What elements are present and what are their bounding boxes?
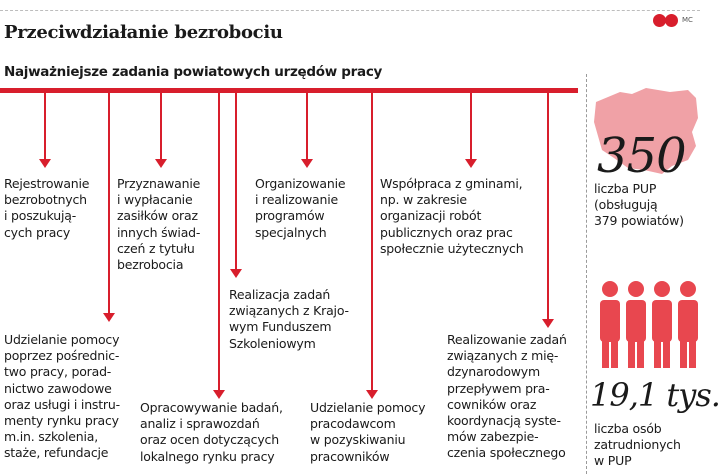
arrow-line-3 [160,93,162,159]
task-municipal-cooperation: Współpraca z gminami, np. w zakresie organizacji robót publicznych oraz prac społecznie użytecznych [380,176,524,256]
diagram-subtitle: Najważniejsze zadania powiatowych urzędów pracy [4,64,383,80]
arrow-head-5 [230,269,242,278]
arrow-head-2 [103,313,115,322]
task-research: Opracowywanie badań, analiz i sprawozdań oraz ocen dotyczących lokalnego rynku pracy [140,400,283,464]
arrow-line-5 [235,93,237,269]
task-registration: Rejestrowanie bezrobotnych i poszukują- cych pracy [4,176,90,240]
arrow-head-8 [465,159,477,168]
page-title: Przeciwdziałanie bezrobociu [4,22,283,43]
arrow-line-8 [470,93,472,159]
staff-count: 19,1 tys. [590,376,720,414]
task-special-programs: Organizowanie i realizowanie programów specjalnych [255,176,346,240]
staff-count-label: liczba osób zatrudnionych w PUP [594,421,681,469]
logo-text: MC [682,16,693,24]
sidebar-divider [586,74,587,474]
arrow-line-6 [306,93,308,159]
task-international-flow: Realizowanie zadań związanych z mię- dzynarodowym przepływem pra- cowników oraz koordynacją syste- mów zabezpie- czenia społecznego [447,332,567,461]
publisher-logo [653,14,693,28]
logo-mark-right [665,14,678,27]
top-divider [0,10,700,11]
people-group-icon [592,280,700,370]
arrow-head-6 [301,159,313,168]
arrow-head-1 [39,159,51,168]
task-employer-help: Udzielanie pomocy pracodawcom w pozyskiwaniu pracowników [310,400,426,464]
task-training-fund: Realizacja zadań związanych z Krajo- wym Funduszem Szkoleniowym [229,287,349,351]
arrow-line-1 [44,93,46,159]
task-benefits: Przyznawanie i wypłacanie zasiłków oraz innych świad- czeń z tytułu bezrobocia [117,176,201,273]
arrow-head-3 [155,159,167,168]
pup-count-label: liczba PUP (obsługują 379 powiatów) [594,181,684,229]
arrow-head-9 [542,319,554,328]
arrow-line-7 [371,93,373,390]
main-red-rule [0,88,578,93]
arrow-head-4 [213,390,225,399]
arrow-head-7 [366,390,378,399]
pup-count: 350 [597,128,686,184]
task-job-assistance: Udzielanie pomocy poprzez pośrednic- two pracy, porad- nictwo zawodowe oraz usługi i instru- menty rynku pracy m.in. szkolenia, staże, refundacje [4,332,120,461]
